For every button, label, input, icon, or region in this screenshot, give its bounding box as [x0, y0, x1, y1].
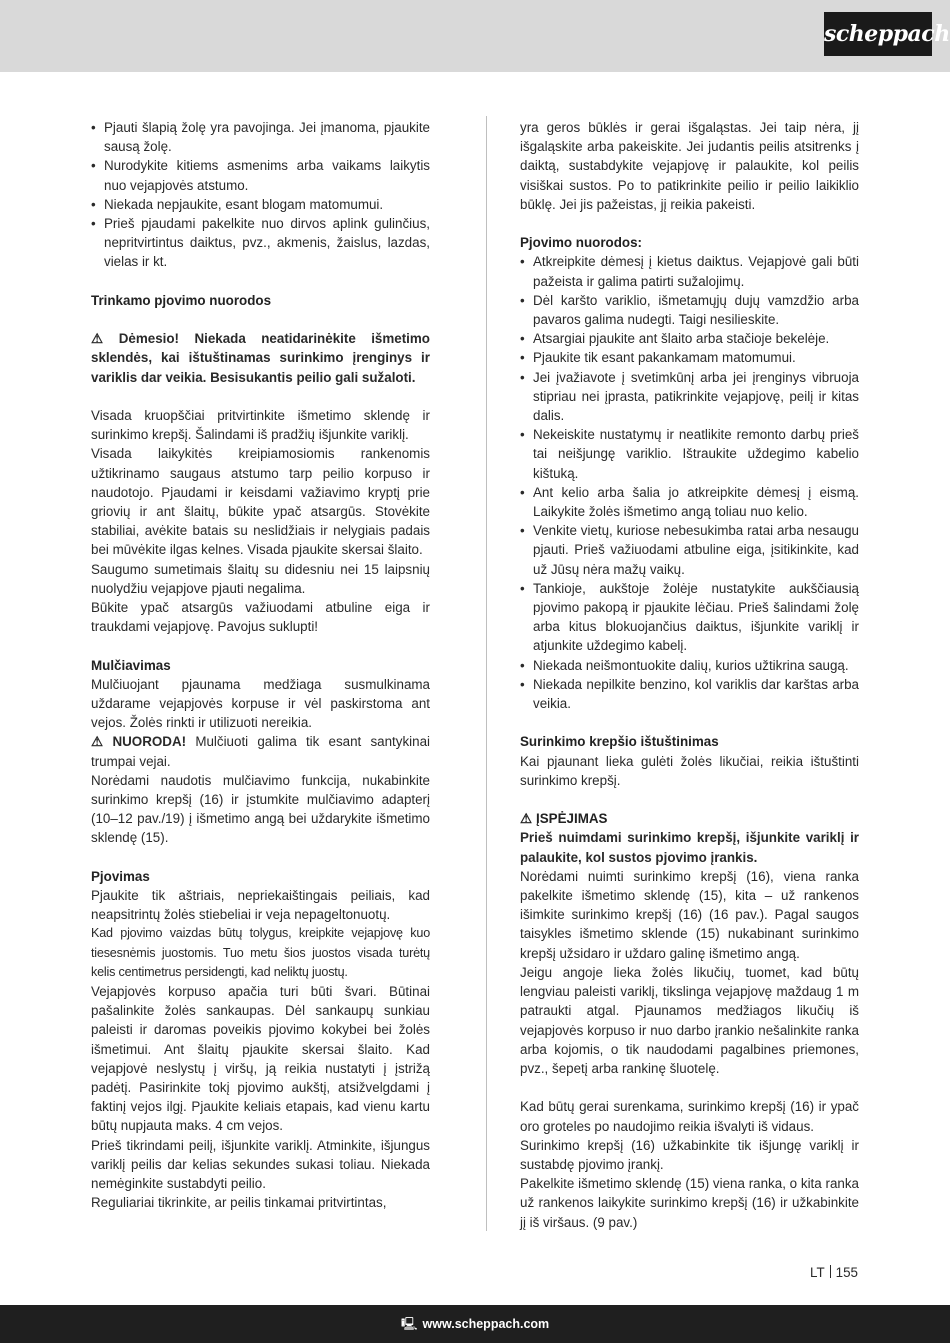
section-heading: Pjovimo nuorodos: — [520, 235, 642, 251]
paragraph: Saugumo sumetimais šlaitų su didesniu nei 15 laipsnių nuolydžiu vejapjove pjauti negalima. — [91, 561, 430, 596]
paragraph: Prieš tikrindami peilį, išjunkite variklį. Atminkite, išjungus variklį peilis dar kelias sekundes sukasi toliau. Niekada nemėginkite sustabdyti peilio. — [91, 1137, 430, 1192]
website-link[interactable]: www.scheppach.com — [422, 1317, 550, 1331]
warning-text: Prieš nuimdami surinkimo krepšį, išjunkite variklį ir palaukite, kol sustos pjovimo įrankis. — [520, 830, 859, 865]
page-number — [810, 1265, 858, 1280]
paragraph: Surinkimo krepšį (16) užkabinkite tik išjungę variklį ir sustabdę pjovimo įrankį. — [520, 1137, 859, 1172]
warning-icon: ⚠ — [91, 734, 109, 750]
paragraph: Reguliariai tikrinkite, ar peilis tinkamai pritvirtintas, — [91, 1195, 387, 1211]
section-heading: Mulčiavimas — [91, 657, 171, 673]
list-item: • Atkreipkite dėmesį į kietus daiktus. Vejapjovė gali būti pažeista ir galima patirti sužalojimų. — [520, 252, 859, 290]
list-item: • Tankioje, aukštoje žolėje nustatykite aukščiausią pjovimo pakopą ir pjaukite lėčiau. Prieš šalindami žolę arba kitus blokuojančius daiktus, išjunkite variklį ir atjunkite uždegimo kabelį. — [520, 579, 859, 656]
list-item: • Nekeiskite nustatymų ir neatlikite remonto darbų prieš tai neišjungę variklio. Ištraukite uždegimo kabelio kištuką. — [520, 425, 859, 483]
list-item: • Jei įvažiavote į svetimkūnį arba jei įrenginys vibruoja stipriau nei įprasta, patikrinkite vejapjovę, peilį ir kitas dalis. — [520, 368, 859, 426]
separator — [830, 1265, 831, 1278]
list-item: • Pjauti šlapią žolę yra pavojinga. Jei įmanoma, pjaukite sausą žolę. — [91, 118, 430, 156]
monitor-icon: 🖳 — [400, 1317, 418, 1331]
list-item: • Pjaukite tik esant pakankamam matomumui. — [520, 348, 859, 367]
paragraph: Norėdami nuimti surinkimo krepšį (16), viena ranka pakelkite išmetimo sklendę (15), kita – už rankenos išimkite surinkimo krepšį (16) (16 pav.). Pagal saugos taisykles išmetimo sklende (15) nukabinant surinkimo krepšį užsidaro ir uždaro galinę išmetimo angą. — [520, 868, 859, 961]
paragraph: Būkite ypač atsargūs važiuodami atbuline eiga ir traukdami vejapjovę. Pavojus suklupti! — [91, 600, 430, 635]
warning-icon: ⚠ — [91, 331, 115, 347]
paragraph: Jeigu angoje lieka žolės likučių, tuomet, kad būtų lengviau paleisti variklį, tikslinga vejapjovę maždaug 1 m patraukti atgal. Pjaunamos medžiagos likučių iš vejapjovės korpuso ir nuo darbo įrankio nešalinkite ranka arba kojomis, o tik naudodami pagalbines priemones, pvz., šepetį arba rankinę šluotelę. — [520, 964, 859, 1076]
list-item: • Venkite vietų, kuriose nebesukimba ratai arba nesaugu pjauti. Prieš važiuodami atbuline eiga, įsitikinkite, kad už Jūsų nėra mažų vaikų. — [520, 521, 859, 579]
right-column — [520, 118, 859, 1232]
list-item: • Dėl karšto variklio, išmetamųjų dujų vamzdžio arba pavaros galima nudegti. Taigi nesilieskite. — [520, 291, 859, 329]
page-header — [0, 0, 950, 72]
list-item: • Niekada neišmontuokite dalių, kurios užtikrina saugą. — [520, 656, 859, 675]
list-item: • Atsargiai pjaukite ant šlaito arba stačioje bekelėje. — [520, 329, 859, 348]
list-item: • Niekada nepilkite benzino, kol variklis dar karštas arba veikia. — [520, 675, 859, 713]
paragraph: Vejapjovės korpuso apačia turi būti švari. Būtinai pašalinkite žolės sankaupas. Dėl sankaupų sunkiau paleisti ir daromas poveikis pjovimo kokybei bei žolės išmetimui. Ant šlaitų pjaukite skersai šlaito. Kad vejapjovė neslystų į viršų, ją reikia nustatyti į įstrižą padėtį. Pasirinkite tokį pjovimo aukštį, atsižvelgdami į faktinį vejos ilgį. Pjaukite keliais etapais, kad vienu kartu būtų nupjauta maks. 4 cm vejos. — [91, 984, 430, 1134]
column-divider — [486, 116, 487, 1231]
section-heading: Trinkamo pjovimo nuorodos — [91, 292, 272, 308]
paragraph: Kad būtų gerai surenkama, surinkimo krepšį (16) ir ypač oro groteles po naudojimo reikia išvalyti iš vidaus. — [520, 1099, 859, 1134]
note-text: ⚠ NUORODA! Mulčiuoti galima tik esant santykinai trumpai vejai. — [91, 734, 430, 769]
paragraph: Visada laikykitės kreipiamosiomis rankenomis užtikrinamo saugaus atstumo tarp peilio korpuso ir naudotojo. Pjaudami ir keisdami važiavimo kryptį prie griovių ir ant šlaitų, būkite ypač atsargūs. Stovėkite stabiliai, avėkite batais su neslidžiais ir nelygiais padais bei mūvėkite ilgas kelnes. Visada pjaukite skersai šlaito. — [91, 446, 430, 558]
section-heading: Pjovimas — [91, 868, 150, 884]
warning-heading: ⚠ ĮSPĖJIMAS — [520, 811, 608, 827]
left-column — [91, 118, 430, 1213]
paragraph: Pjaukite tik aštriais, nepriekaištingais peiliais, kad neapsitrintų žolės stiebeliai ir veja nepageltonuotų. — [91, 888, 430, 923]
warning-text: ⚠ Dėmesio! Niekada neatidarinėkite išmetimo sklendės, kai ištuštinamas surinkimo įrenginys ir variklis dar veikia. Besisukantis peilio gali sužaloti. — [91, 331, 430, 385]
page-number-value: 155 — [835, 1265, 858, 1280]
paragraph: Visada kruopščiai pritvirtinkite išmetimo sklendę ir surinkimo krepšį. Šalindami iš pradžių išjunkite variklį. — [91, 408, 430, 443]
warning-icon: ⚠ — [520, 811, 533, 827]
bullet-list — [91, 118, 430, 272]
brand-logo: scheppach — [824, 12, 932, 56]
list-item: • Ant kelio arba šalia jo atkreipkite dėmesį į eismą. Laikykite žolės išmetimo angą toliau nuo kelio. — [520, 483, 859, 521]
bullet-list — [520, 252, 859, 713]
list-item: • Niekada nepjaukite, esant blogam matomumui. — [91, 195, 430, 214]
list-item: • Nurodykite kitiems asmenims arba vaikams laikytis nuo vejapjovės atstumo. — [91, 156, 430, 194]
page-footer — [0, 1305, 950, 1343]
paragraph: yra geros būklės ir gerai išgaląstas. Jei taip nėra, jį išgaląskite arba pakeiskite. Jei judantis peilis atsitrenks į daiktą, sustabdykite vejapjovę ir palaukite, kol peilis visiškai sustos. Po to patikrinkite peilio ir peilio laikiklio būklę. Jei jis pažeistas, jį reikia pakeisti. — [520, 120, 859, 212]
paragraph: Mulčiuojant pjaunama medžiaga susmulkinama uždarame vejapjovės korpuse ir vėl paskirstoma ant vejos. Žolės rinkti ir utilizuoti nereikia. — [91, 676, 430, 731]
paragraph: Kad pjovimo vaizdas būtų tolygus, kreipkite vejapjovę kuo tiesesnėmis juostomis. Tuo metu šios juostos visada turėtų kelis centimetrus persidengti, kad neliktų juostų. — [91, 926, 430, 979]
paragraph: Pakelkite išmetimo sklendę (15) viena ranka, o kita ranka už rankenos laikykite surinkimo krepšį (16) ir užkabinkite jį iš viršaus. (9 pav.) — [520, 1176, 859, 1230]
list-item: • Prieš pjaudami pakelkite nuo dirvos aplink gulinčius, nepritvirtintus daiktus, pvz., akmenis, žaislus, lazdas, vielas ir kt. — [91, 214, 430, 272]
paragraph: Norėdami naudotis mulčiavimo funkcija, nukabinkite surinkimo krepšį (16) ir įstumkite mulčiavimo adapterį (10–12 pav./19) į išmetimo angą bei uždarykite išmetimo sklendę (15). — [91, 772, 430, 846]
language-code: LT — [810, 1265, 825, 1280]
paragraph: Kai pjaunant lieka gulėti žolės likučiai, reikia ištuštinti surinkimo krepšį. — [520, 753, 859, 788]
section-heading: Surinkimo krepšio ištuštinimas — [520, 734, 719, 750]
